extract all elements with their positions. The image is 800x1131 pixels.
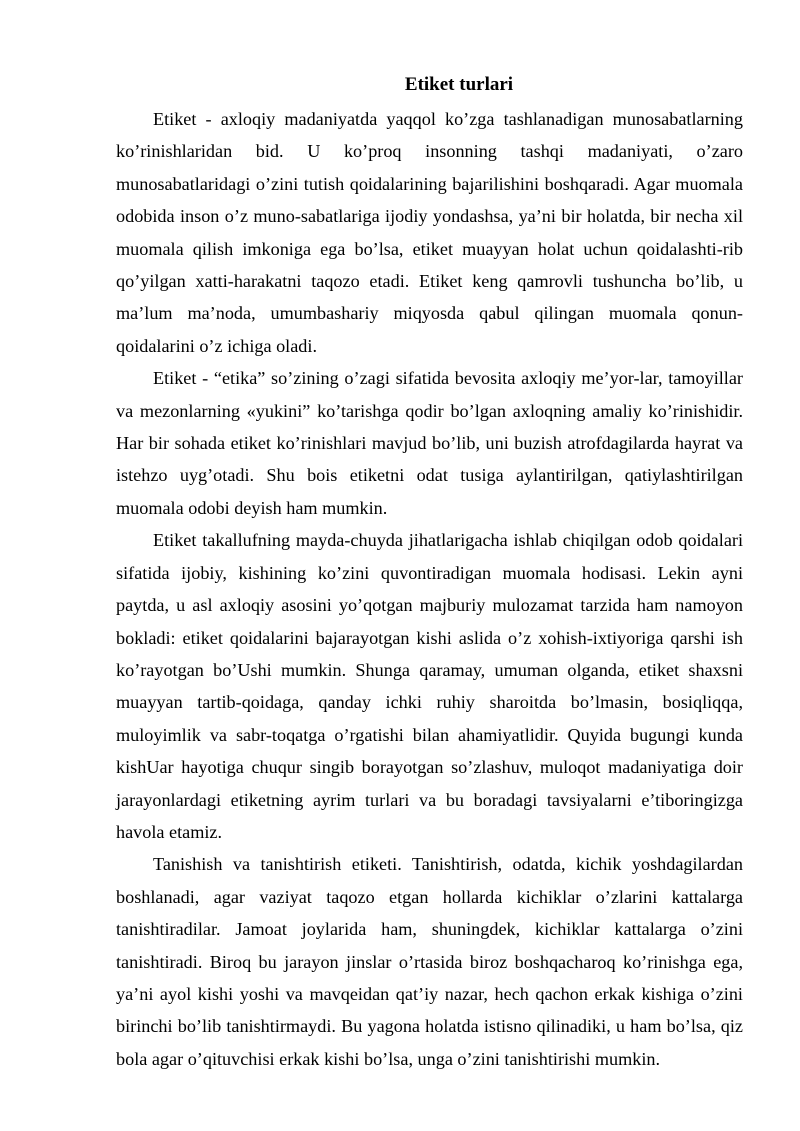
document-title: Etiket turlari	[404, 74, 514, 95]
paragraph-etiket-definition: Etiket - axloqiy madaniyatda yaqqol ko’zga tashlanadigan munosabatlarning ko’rinishlaridan bid. U ko’proq insonning tashqi madaniyati, o’zaro munosabatlaridagi o’zini tutish qoidalarining bajarilishini boshqaradi. Agar muomala odobida inson o’z muno-sabatlariga ijodiy yondashsa, ya’ni bir holatda, bir necha xil muomala qilish imkoniga ega bo’lsa, etiket muayyan holat uchun qoidalashti-rib qo’yilgan xatti-harakatni taqozo etadi. Etiket keng qamrovli tushuncha bo’lib, u ma’lum ma’noda, umumbashariy miqyosda qabul qilingan muomala qonun-qoidalarini o’z ichiga oladi.	[116, 109, 743, 356]
paragraph-etiket-takalluf: Etiket takallufning mayda-chuyda jihatlarigacha ishlab chiqilgan odob qoidalari sifatida ijobiy, kishining ko’zini quvontiradigan muomala hodisasi. Lekin ayni paytda, u asl axloqiy asosini yo’qotgan majburiy mulozamat tarzida ham namoyon bokladi: etiket qoidalarini bajarayotgan kishi aslida o’z xohish-ixtiyoriga qarshi ish ko’rayotgan bo’Ushi mumkin. Shunga qaramay, umuman olganda, etiket shaxsni muayyan tartib-qoidaga, qanday ichki ruhiy sharoitda bo’lmasin, bosiqliqqa, muloyimlik va sabr-toqatga o’rgatishi bilan ahamiyatlidir. Quyida bugungi kunda kishUar hayotiga chuqur singib borayotgan so’zlashuv, muloqot madaniyatiga doir jarayonlardagi etiketning ayrim turlari va bu boradagi tavsiyalarni e’tiboringizga havola etamiz.	[116, 530, 743, 842]
paragraph-etika-root: Etiket - “etika” so’zining o’zagi sifatida bevosita axloqiy me’yor-lar, tamoyillar va mezonlarning «yukini” ko’tarishga qodir bo’lgan axloqning amaliy ko’rinishidir. Har bir sohada etiket ko’rinishlari mavjud bo’lib, uni buzish atrofdagilarda hayrat va istehzo uyg’otadi. Shu bois etiketni odat tusiga aylantirilgan, qatiylashtirilgan muomala odobi deyish ham mumkin.	[116, 368, 743, 518]
paragraph-tanishish-etiketi: Tanishish va tanishtirish etiketi. Tanishtirish, odatda, kichik yoshdagilardan boshlanadi, agar vaziyat taqozo etgan hollarda kichiklar o’zlarini kattalarga tanishtiradilar. Jamoat joylarida ham, shuningdek, kichiklar kattalarga o’zini tanishtiradi. Biroq bu jarayon jinslar o’rtasida biroz boshqacharoq ko’rinishga ega, ya’ni ayol kishi yoshi va mavqeidan qat’iy nazar, hech qachon erkak kishiga o’zini birinchi bo’lib tanishtirmaydi. Bu yagona holatda istisno qilinadiki, u ham bo’lsa, qiz bola agar o’qituvchisi erkak kishi bo’lsa, unga o’zini tanishtirishi mumkin.	[116, 854, 743, 1069]
document-body	[116, 103, 743, 1075]
